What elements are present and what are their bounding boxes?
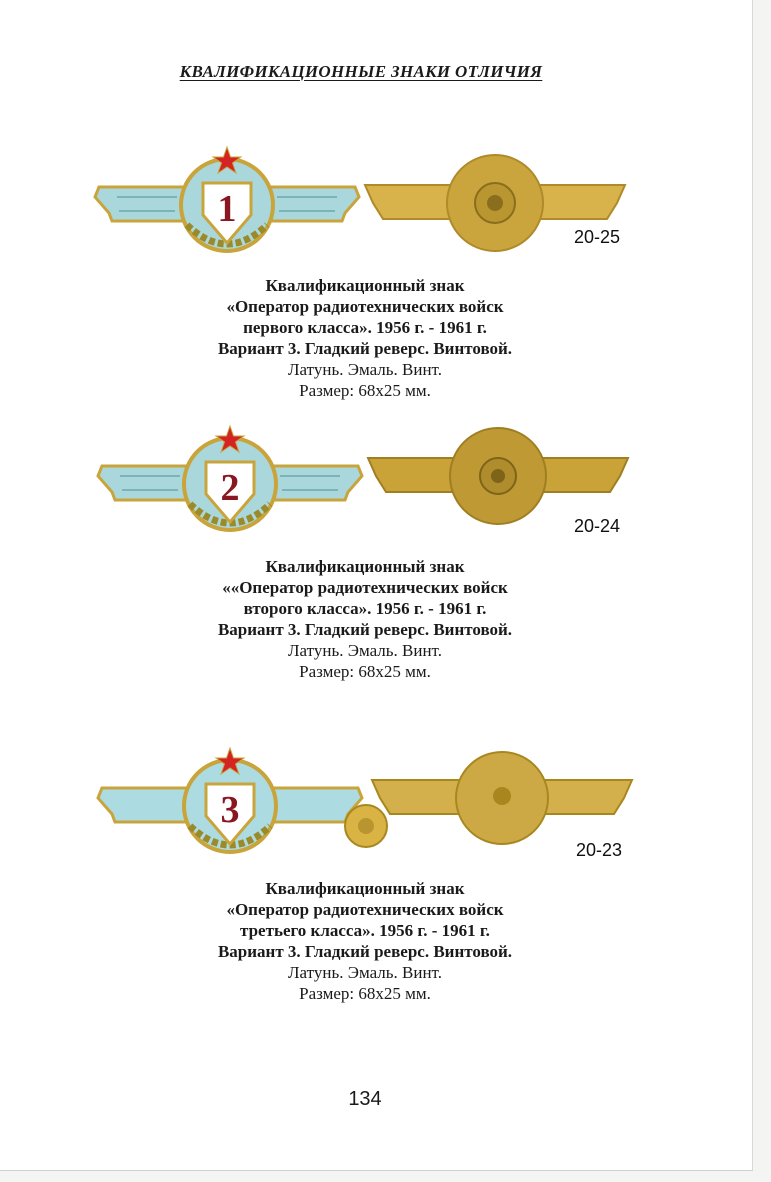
class-numeral: 2 — [220, 467, 240, 509]
caption-name-line1: «Оператор радиотехнических войск — [226, 900, 504, 919]
caption-name-line1: ««Оператор радиотехнических войск — [222, 578, 508, 597]
badge-caption-1 — [60, 275, 670, 401]
class-numeral: 3 — [220, 789, 240, 831]
catalog-number: 20-24 — [574, 516, 621, 536]
badge-reverse-3 — [372, 752, 632, 844]
caption-name-line2: первого класса». 1956 г. - 1961 г. — [243, 318, 487, 337]
screw-nut — [345, 805, 387, 847]
caption-variant: Вариант 3. Гладкий реверс. Винтовой. — [217, 942, 513, 961]
caption-material: Латунь. Эмаль. Винт. — [288, 360, 442, 379]
badge-photo-row-1 — [0, 135, 752, 265]
badge-obverse-3 — [98, 748, 362, 852]
badge-caption-3 — [60, 878, 670, 1004]
badge-obverse-2 — [98, 426, 362, 530]
page-header: КВАЛИФИКАЦИОННЫЕ ЗНАКИ ОТЛИЧИЯ — [179, 62, 543, 81]
badge-reverse-2 — [368, 428, 628, 524]
page-number: 134 — [348, 1088, 382, 1110]
badge-caption-2 — [60, 556, 670, 682]
caption-size: Размер: 68x25 мм. — [299, 381, 431, 400]
caption-size: Размер: 68x25 мм. — [299, 984, 431, 1003]
caption-name-line1: «Оператор радиотехнических войск — [226, 297, 504, 316]
caption-material: Латунь. Эмаль. Винт. — [288, 963, 442, 982]
caption-name-line2: третьего класса». 1956 г. - 1961 г. — [240, 921, 490, 940]
catalog-number: 20-25 — [574, 227, 621, 247]
caption-variant: Вариант 3. Гладкий реверс. Винтовой. — [217, 620, 513, 639]
badge-photo-row-2 — [0, 418, 752, 548]
caption-title: Квалификационный знак — [265, 557, 465, 576]
caption-material: Латунь. Эмаль. Винт. — [288, 641, 442, 660]
caption-variant: Вариант 3. Гладкий реверс. Винтовой. — [217, 339, 513, 358]
caption-title: Квалификационный знак — [265, 879, 465, 898]
caption-name-line2: второго класса». 1956 г. - 1961 г. — [243, 599, 487, 618]
catalog-number: 20-23 — [576, 840, 623, 860]
badge-obverse-1 — [95, 147, 359, 251]
caption-title: Квалификационный знак — [265, 276, 465, 295]
caption-size: Размер: 68x25 мм. — [299, 662, 431, 681]
class-numeral: 1 — [217, 188, 237, 230]
badge-photo-row-3 — [0, 742, 752, 872]
